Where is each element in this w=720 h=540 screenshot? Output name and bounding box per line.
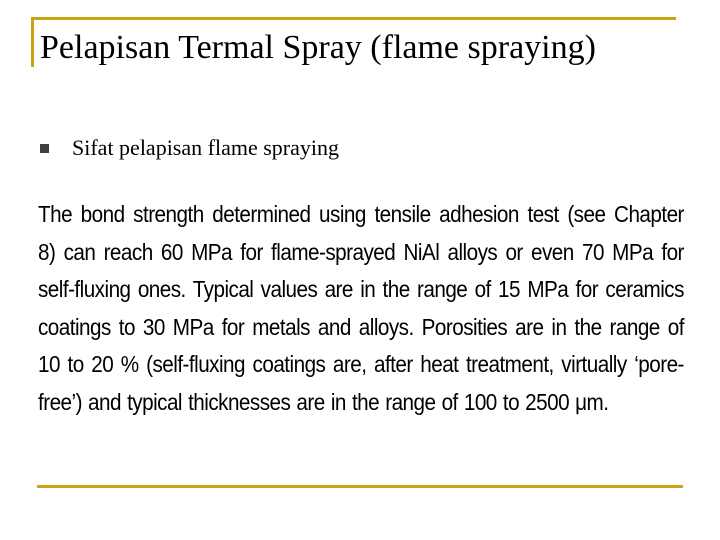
square-bullet-icon xyxy=(40,144,49,153)
excerpt-paragraph: The bond strength determined using tensile adhesion test (see Chapter 8) can reach 60 MPa for flame-sprayed NiAl alloys or even 70 MPa for self-fluxing ones. Typical values are in the range of 15 MPa for ceramics coatings to 30 MPa for metals and alloys. Porosities are in the range of 10 to 20 % (self-fluxing coatings are, after heat treatment, virtually ‘pore-free’) and typical thicknesses are in the range of 100 to 2500 μm. xyxy=(38,201,684,415)
footer-rule xyxy=(37,485,683,488)
bullet-item xyxy=(40,134,339,162)
title-frame-left-rule xyxy=(31,17,34,67)
title-frame-top-rule xyxy=(31,17,676,20)
bullet-text: Sifat pelapisan flame spraying xyxy=(72,135,339,160)
slide-title: Pelapisan Termal Spray (flame spraying) xyxy=(40,29,596,66)
